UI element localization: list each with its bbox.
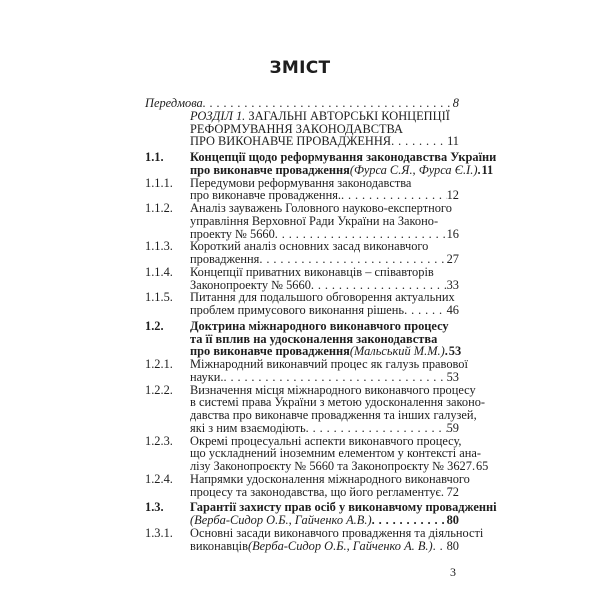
entry-page: 11 <box>447 134 459 149</box>
entry-line: РЕФОРМУВАННЯ ЗАКОНОДАВСТВА <box>190 121 403 136</box>
entry-line: в системі права України з метою удосконалення законо- <box>190 395 486 410</box>
entry-author: (Фурса С.Я., Фурса Є.І.) <box>349 162 478 177</box>
entry-text <box>190 202 459 240</box>
entry-number: 1.2.4. <box>145 471 173 486</box>
entry-number: 1.2.3. <box>145 433 173 448</box>
entry-text <box>190 266 459 292</box>
entry-line: проблем примусового виконання рішень <box>190 303 405 317</box>
entry-line: про виконавче провадження <box>190 344 350 359</box>
entry-line: та її вплив на удосконалення законодавства <box>190 331 438 346</box>
entry-page: 16 <box>446 226 459 241</box>
dot-leader <box>433 540 447 553</box>
entry-number: 1.2. <box>145 318 164 333</box>
entry-number <box>145 110 190 148</box>
entry-number: 1.2.2. <box>145 382 173 397</box>
toc-entry[interactable] <box>145 318 462 359</box>
entry-line: ПРО ВИКОНАВЧЕ ПРОВАДЖЕННЯ <box>190 134 392 149</box>
entry-page: 46 <box>446 303 459 317</box>
entry-number: 1.1.2. <box>145 201 173 215</box>
entry-last-line <box>190 371 459 384</box>
toc-entry[interactable] <box>145 500 497 527</box>
entry-text <box>190 525 484 553</box>
entry-line: Напрямки удосконалення міжнародного виконавчого <box>190 471 470 486</box>
entry-last-line <box>190 135 459 148</box>
toc-entry[interactable] <box>145 357 468 384</box>
entry-text <box>190 110 459 148</box>
entry-line: Доктрина міжнародного виконавчого процесу <box>190 318 449 333</box>
entry-line: Питання для подальшого обговорення актуальних <box>190 290 455 305</box>
entry-number: 1.1.3. <box>145 239 173 254</box>
entry-line: лізу Законопроєкту № 5660 та Законопроєкту № 3627 <box>190 459 472 473</box>
toc-entry[interactable] <box>145 150 497 177</box>
entry-line: процесу та законодавства, що його регламентує <box>190 484 441 499</box>
dot-leader <box>223 371 446 384</box>
entry-number: 1.2.1. <box>145 357 173 371</box>
entry-line: Окремі процесуальні аспекти виконавчого процесу, <box>190 433 462 448</box>
toc-entry[interactable] <box>145 433 489 473</box>
entry-page: 8 <box>452 96 459 110</box>
page-title: ЗМІСТ <box>269 58 331 78</box>
entry-number: 1.1.5. <box>145 290 173 305</box>
entry-number: 1.1. <box>145 150 164 164</box>
entry-page: 59 <box>446 420 459 435</box>
entry-page: 65 <box>475 459 489 473</box>
toc-entry[interactable] <box>145 382 486 435</box>
entry-number: 1.3. <box>145 500 164 515</box>
entry-number: 1.3.1. <box>145 525 173 540</box>
entry-line: Законопроекту № 5660 <box>190 277 311 292</box>
entry-author: (Верба-Сидор О.Б., Гайченко А.В.) <box>190 513 372 527</box>
entry-line: Аналіз зауважень Головного науково-експертного <box>190 201 452 215</box>
entry-page: 80 <box>446 513 459 527</box>
dot-leader <box>259 253 446 266</box>
entry-page: 80 <box>446 538 459 553</box>
entry-text <box>190 150 497 177</box>
entry-text <box>190 500 497 527</box>
section-title: ЗАГАЛЬНІ АВТОРСЬКІ КОНЦЕПЦІЇ <box>245 108 450 123</box>
entry-text <box>190 318 462 359</box>
entry-text <box>190 433 489 473</box>
toc-entry[interactable] <box>145 471 470 499</box>
toc-entry[interactable] <box>145 525 484 553</box>
entry-page: 12 <box>446 188 459 203</box>
entry-last-line <box>190 486 459 499</box>
entry-line: Концепції щодо реформування законодавства України <box>190 150 497 164</box>
entry-line: проекту № 5660 <box>190 226 275 241</box>
dot-leader <box>404 304 447 317</box>
entry-text <box>190 357 468 384</box>
toc-entry[interactable] <box>145 110 459 148</box>
entry-line: Короткий аналіз основних засад виконавчого <box>190 239 429 254</box>
entry-number: 1.1.1. <box>145 175 173 190</box>
dot-leader <box>391 135 447 148</box>
toc-entry[interactable] <box>145 291 459 317</box>
entry-line: Основні засади виконавчого провадження та діяльності <box>190 525 484 540</box>
entry-line: про виконавче провадження. <box>190 188 341 203</box>
entry-text <box>190 177 459 203</box>
entry-page: 72 <box>446 484 459 499</box>
entry-line: Передмова <box>145 96 203 110</box>
entry-line <box>190 110 459 123</box>
entry-line: виконавців <box>190 538 248 553</box>
dot-leader <box>372 514 447 527</box>
entry-page: 11 <box>481 162 494 177</box>
toc-entry[interactable] <box>145 266 459 292</box>
entry-line: управління Верховної Ради України на Законо- <box>190 213 439 228</box>
entry-line: Міжнародний виконавчий процес як галузь правової <box>190 357 468 371</box>
entry-author: (Верба-Сидор О.Б., Гайченко А. В.) <box>247 538 433 553</box>
entry-line: науки. <box>190 369 224 384</box>
entry-line: Гарантії захисту прав осіб у виконавчому провадженні <box>190 500 497 515</box>
entry-page: 53 <box>448 344 462 359</box>
entry-line: що ускладнений іноземним елементом у контексті ана- <box>190 446 482 461</box>
entry-text <box>190 240 459 266</box>
entry-line: про виконавче провадження <box>190 162 350 177</box>
entry-line: давства про виконавче провадження та інших галузей, <box>190 408 477 422</box>
page-number: 3 <box>450 565 456 579</box>
entry-last-line <box>190 514 459 527</box>
entry-last-line <box>190 459 489 473</box>
entry-number: 1.1.4. <box>145 264 173 279</box>
entry-page: 33 <box>446 277 459 292</box>
entry-last-line <box>190 253 459 266</box>
entry-text <box>190 291 459 317</box>
toc-entry[interactable] <box>145 202 459 240</box>
entry-line: Передумови реформування законодавства <box>190 175 412 190</box>
entry-last-line <box>190 162 494 177</box>
entry-line: які з ним взаємодіють <box>190 420 306 435</box>
dot-leader <box>306 422 447 435</box>
entry-page: 27 <box>446 252 459 266</box>
toc-entry[interactable] <box>145 240 459 266</box>
entry-last-line <box>190 422 459 435</box>
entry-line: Концепції приватних виконавців – співавторів <box>190 264 434 279</box>
table-of-contents <box>145 96 497 553</box>
entry-text <box>190 471 470 499</box>
entry-line: провадження <box>190 252 260 266</box>
entry-line: Визначення місця міжнародного виконавчого процесу <box>190 382 476 397</box>
entry-author: (Мальський М.М.) <box>349 344 445 359</box>
entry-last-line <box>190 540 459 553</box>
toc-entry[interactable] <box>145 177 459 203</box>
entry-last-line <box>190 304 459 317</box>
entry-page: 53 <box>446 369 459 384</box>
section-prefix: РОЗДІЛ 1. <box>190 108 246 123</box>
entry-text <box>190 382 486 435</box>
